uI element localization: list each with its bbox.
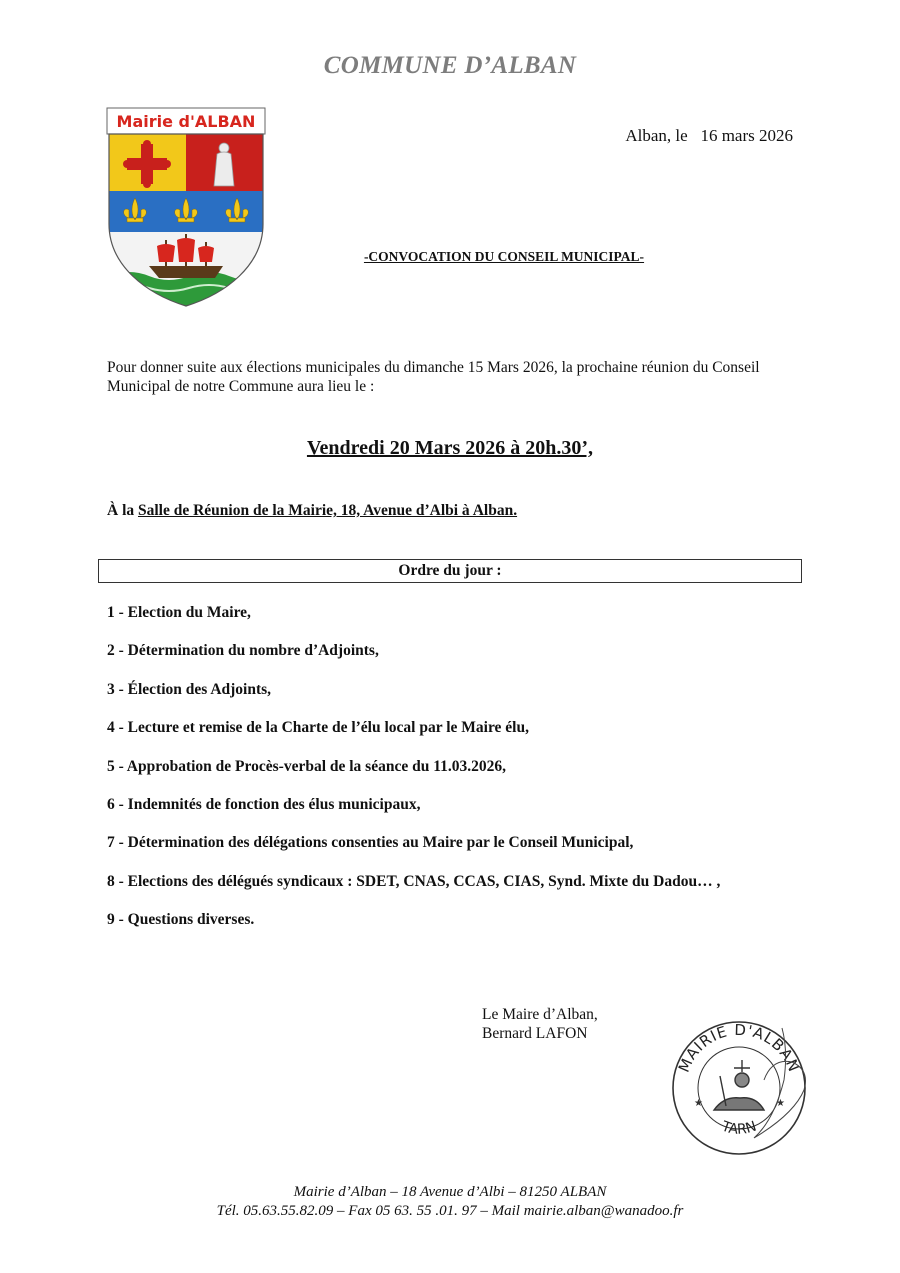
agenda-item: 3 - Élection des Adjoints, [107,680,272,698]
stamp-bottom-text: TARN [719,1118,759,1138]
location-prefix: À la [107,502,138,519]
agenda-item: 1 - Election du Maire, [107,604,251,621]
stamp-star-right-icon: ★ [776,1098,785,1109]
footer-contact: Tél. 05.63.55.82.09 – Fax 05 63. 55 .01. 97 – Mail mairie.alban@wanadoo.fr [216,1203,684,1219]
agenda-item: 6 - Indemnités de fonction des élus municipaux, [107,795,421,813]
footer [0,1183,900,1221]
coat-of-arms [105,106,267,310]
agenda-item: 9 - Questions diverses. [107,911,255,929]
mairie-stamp [664,1010,814,1160]
signature-title: Le Maire d’Alban, [482,1006,598,1023]
agenda-item: 8 - Elections des délégués syndicaux : SDET, CNAS, CCAS, CIAS, Synd. Mixte du Dadou… , [107,872,721,890]
stamp-star-left-icon: ★ [694,1098,703,1109]
agenda-list [107,604,720,950]
agenda-title-box: Ordre du jour : [98,559,802,583]
agenda-item: 2 - Détermination du nombre d’Adjoints, [107,642,379,660]
convocation-title: -CONVOCATION DU CONSEIL MUNICIPAL- [363,249,645,264]
date-line: Alban, le 16 mars 2026 [625,126,793,145]
meeting-date: Vendredi 20 Mars 2026 à 20h.30’, [306,437,594,459]
stamp-emblem-icon [714,1060,764,1110]
signature-block [482,1005,598,1043]
location-place: Salle de Réunion de la Mairie, 18, Avenue d’Albi à Alban. [138,502,518,519]
stamp-top-text: MAIRIE D'ALBAN [674,1020,804,1075]
meeting-location [107,502,517,520]
agenda-item: 7 - Détermination des délégations consenties au Maire par le Conseil Municipal, [107,834,634,852]
signature-name: Bernard LAFON [482,1025,588,1042]
coat-banner-text: Mairie d'ALBAN [116,112,256,131]
agenda-item: 4 - Lecture et remise de la Charte de l’élu local par le Maire élu, [107,719,529,737]
commune-title: COMMUNE D’ALBAN [323,52,577,79]
footer-address: Mairie d’Alban – 18 Avenue d’Albi – 81250 ALBAN [293,1184,607,1200]
agenda-item: 5 - Approbation de Procès-verbal de la séance du 11.03.2026, [107,757,506,775]
intro-paragraph: Pour donner suite aux élections municipales du dimanche 15 Mars 2026, la prochaine réunion du Conseil Municipal de notre Commune aura lieu le : [107,359,760,395]
